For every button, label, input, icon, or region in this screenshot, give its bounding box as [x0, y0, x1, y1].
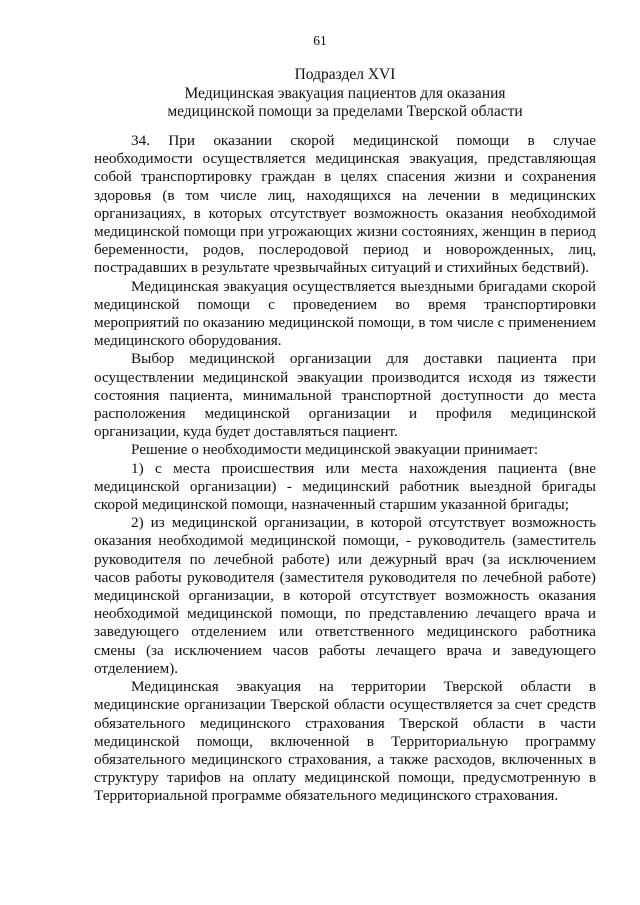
paragraph-funding: Медицинская эвакуация на территории Тверской области в медицинские организации Тверской области осуществляется за счет средств обязательного медицинского страхования Тверской области в части медицинской помощи, включенной в Территориальную программу обязательного медицинского страхования, а также расходов, включенных в структуру тарифов на оплату медицинской помощи, предусмотренную в Территориальной программе обязательного медицинского страхования. — [94, 678, 596, 805]
paragraph-decision-intro: Решение о необходимости медицинской эвакуации принимает: — [131, 441, 539, 459]
page-number: 61 — [313, 33, 327, 48]
paragraph-34-evacuation: 34. При оказании скорой медицинской помощи в случае необходимости осуществляется медицинская эвакуация, представляющая собой транспортировку граждан в целях спасения жизни и сохранения здоровья (в том числе лиц, находящихся на лечении в медицинских организациях, в которых отсутствует возможность оказания необходимой медицинской помощи при угрожающих жизни состояниях, женщин в период беременности, родов, послеродовой период и новорожденных, лиц, пострадавших в результате чрезвычайных ситуаций и стихийных бедствий). — [94, 132, 596, 277]
section-title-line-1: Медицинская эвакуация пациентов для оказания — [184, 84, 506, 102]
paragraph-decision-item-1: 1) с места происшествия или места нахождения пациента (вне медицинской организации) - медицинский работник выездной бригады скорой медицинской помощи, назначенный старшим указанной бригады; — [94, 459, 596, 514]
section-title-line-2: медицинской помощи за пределами Тверской области — [167, 103, 523, 120]
subsection-label: Подраздел XVI — [294, 66, 396, 83]
section-heading — [60, 66, 630, 122]
paragraph-organization-choice: Выбор медицинской организации для доставки пациента при осуществлении медицинской эвакуации производится исходя из тяжести состояния пациента, минимальной транспортной доступности до места расположения медицинской организации и профиля медицинской организации, куда будет доставляться пациент. — [94, 350, 596, 441]
paragraph-decision-item-2: 2) из медицинской организации, в которой отсутствует возможность оказания необходимой медицинской помощи, - руководитель (заместитель руководителя по лечебной работе) или дежурный врач (за исключением часов работы руководителя (заместителя руководителя по лечебной работе) медицинской организации, в которой отсутствует возможность оказания необходимой медицинской помощи, по представлению лечащего врача и заведующего отделением или ответственного медицинского работника смены (за исключением часов работы лечащего врача и заведующего отделением). — [94, 514, 596, 677]
document-body — [94, 132, 596, 806]
paragraph-evacuation-teams: Медицинская эвакуация осуществляется выездными бригадами скорой медицинской помощи с проведением во время транспортировки мероприятий по оказанию медицинской помощи, в том числе с применением медицинского оборудования. — [94, 277, 596, 350]
